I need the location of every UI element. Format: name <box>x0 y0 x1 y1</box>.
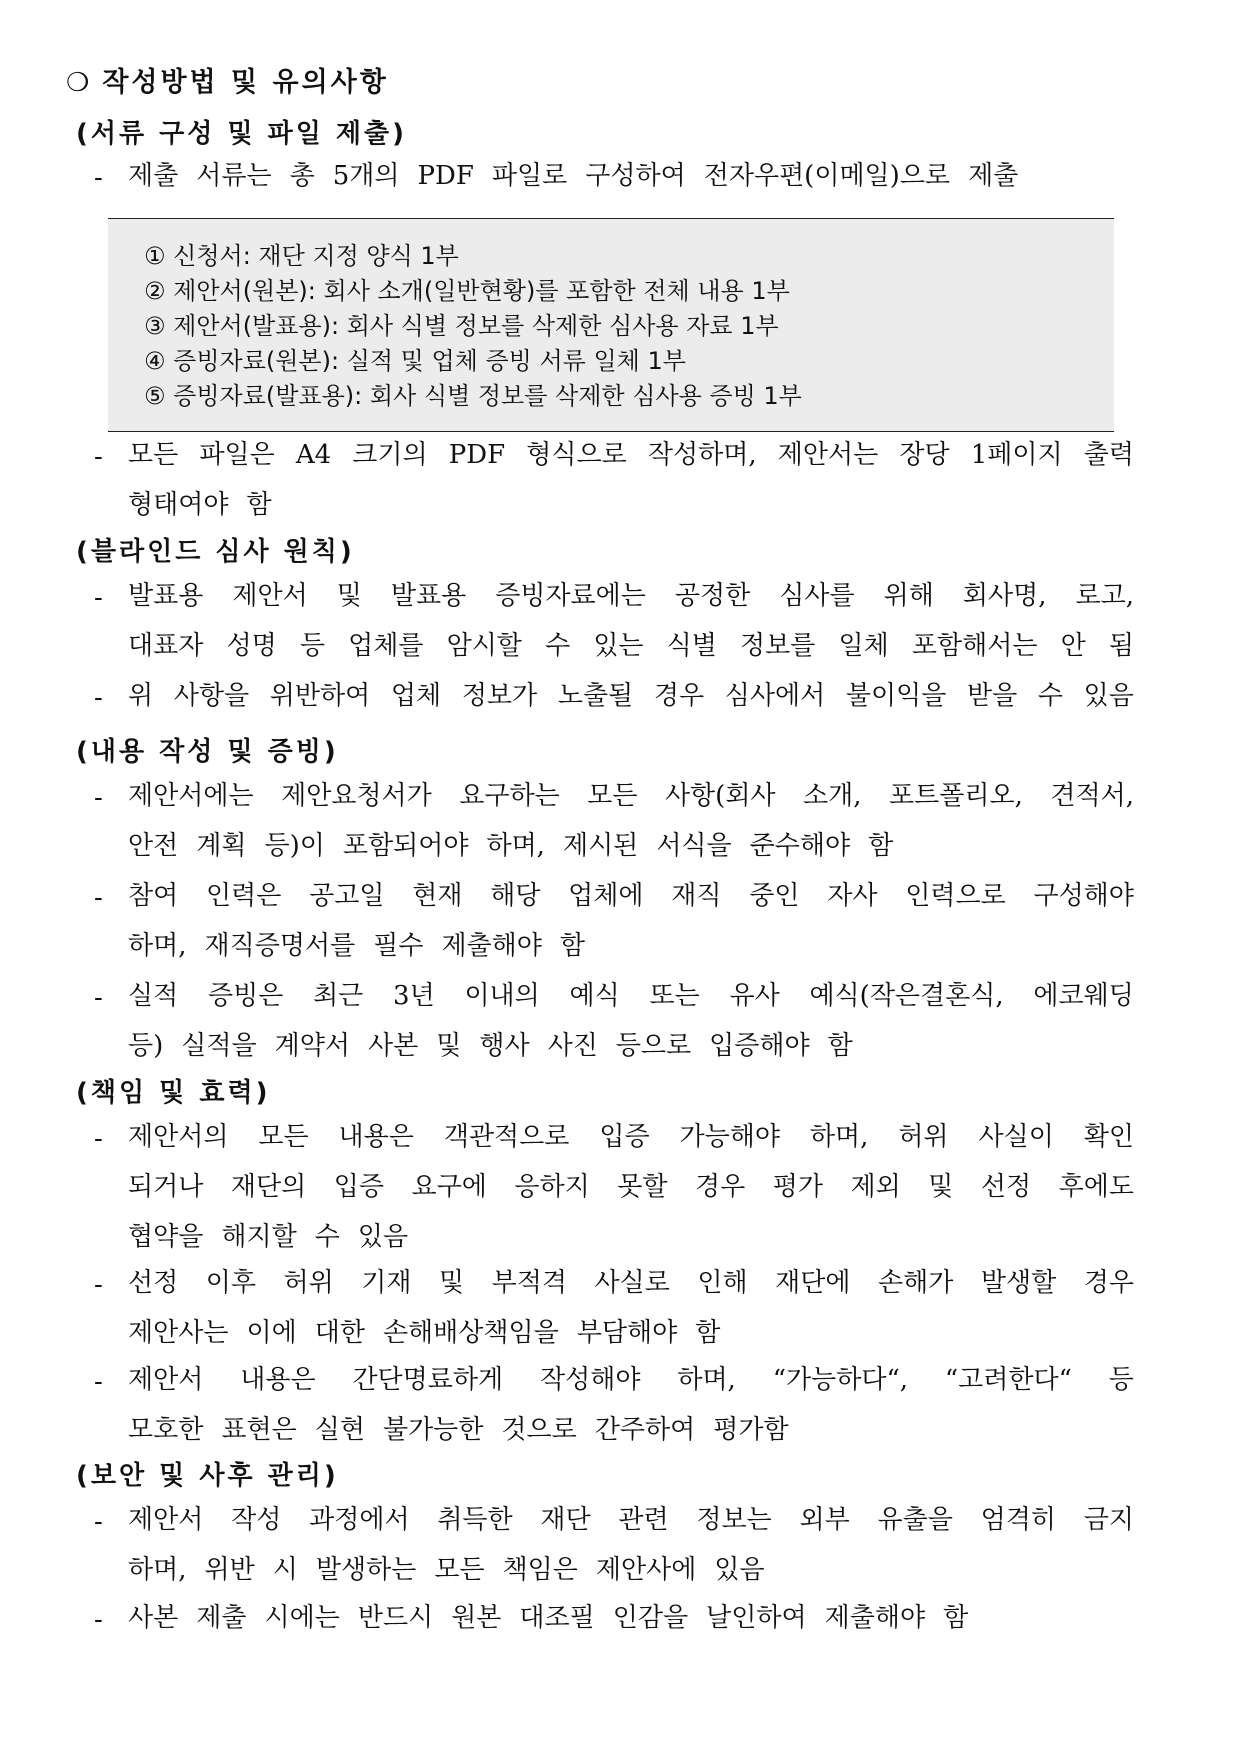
word: 정보가 <box>461 681 538 711</box>
word: 발생하는 <box>315 1555 417 1585</box>
word: 제안서의 <box>128 1122 229 1152</box>
word: 제안서 <box>232 581 308 611</box>
word: 손해가 <box>878 1268 954 1298</box>
word: 함 <box>868 831 894 861</box>
word: 행사 <box>479 1031 530 1061</box>
word: 함 <box>943 1603 969 1633</box>
word: 응하지 <box>514 1172 590 1202</box>
word: 사실로 <box>594 1268 670 1298</box>
word: 및 <box>928 1172 954 1202</box>
word: 손해배상책임을 <box>382 1318 559 1348</box>
item-line <box>128 1361 1134 1399</box>
word: 공고일 <box>309 881 385 911</box>
word: 출력 <box>1083 440 1134 470</box>
word: 작성 <box>231 1505 282 1535</box>
word: 됨 <box>1108 631 1134 661</box>
word: “가능하다“, <box>772 1365 909 1395</box>
word: 평가함 <box>713 1415 789 1445</box>
word: 대표자 <box>128 631 204 661</box>
word: 작성하며, <box>647 440 757 470</box>
word: 내용은 <box>338 1122 414 1152</box>
word: 제출 <box>196 1603 247 1633</box>
word: 선정 <box>980 1172 1032 1202</box>
word: 제안서 <box>128 1365 204 1395</box>
word: 수 <box>545 631 571 661</box>
item-line <box>128 1411 1134 1449</box>
word: 제안요청서가 <box>281 781 432 811</box>
word: 협약을 <box>128 1222 204 1252</box>
dash-bullet: - <box>94 163 103 193</box>
word: 예식 <box>569 981 620 1011</box>
word: 증빙은 <box>207 981 284 1011</box>
word: 날인하여 <box>706 1603 807 1633</box>
word: 정보를 <box>740 631 816 661</box>
box-item: ③ 제안서(발표용): 회사 식별 정보를 삭제한 심사용 자료 1부 <box>144 312 779 340</box>
word: 제출 <box>128 161 179 191</box>
item-line <box>128 627 1134 665</box>
word: 대조필 <box>519 1603 595 1633</box>
word: 취득한 <box>437 1505 513 1535</box>
word: 총 <box>289 161 315 191</box>
word: 위반하여 <box>269 681 371 711</box>
word: 사항(회사 <box>664 781 776 811</box>
word: 등으로 <box>615 1031 692 1061</box>
item-line <box>128 827 1134 865</box>
word: 제안서에는 <box>128 781 254 811</box>
box-item: ⑤ 증빙자료(발표용): 회사 식별 정보를 삭제한 심사용 증빙 1부 <box>144 382 802 410</box>
word: 원본 <box>451 1603 502 1633</box>
dash-bullet: - <box>94 883 103 913</box>
item-line <box>128 1118 1134 1156</box>
section-title-liability: (책임 및 효력) <box>76 1078 271 1108</box>
word: 받을 <box>966 681 1018 711</box>
item-line <box>128 777 1134 815</box>
item-line <box>128 577 1134 615</box>
word: 식별 <box>666 631 717 661</box>
word: 입증해야 <box>709 1031 810 1061</box>
word: 발표용 <box>390 581 467 611</box>
word: 부적격 <box>491 1268 567 1298</box>
word: 5개의 <box>332 161 400 191</box>
word: 형식으로 <box>526 440 627 470</box>
box-item: ② 제안서(원본): 회사 소개(일반현황)를 포함한 전체 내용 1부 <box>144 277 790 305</box>
item-line <box>128 927 1134 965</box>
word: 위반 <box>204 1555 255 1585</box>
word: 있음 <box>1083 681 1134 711</box>
word: 표현은 <box>221 1415 297 1445</box>
word: 제외 <box>850 1172 901 1202</box>
word: 모든 <box>434 1555 485 1585</box>
word: 성명 <box>226 631 277 661</box>
word: 함 <box>559 931 586 961</box>
word: 참여 <box>128 881 179 911</box>
word: 안전 <box>128 831 179 861</box>
word: 하며, <box>128 931 187 961</box>
word: 허위 <box>283 1268 334 1298</box>
word: 로고, <box>1075 581 1134 611</box>
word: 업체 <box>390 681 442 711</box>
word: 있는 <box>593 631 644 661</box>
dash-bullet: - <box>94 783 103 813</box>
word: 장당 <box>899 440 950 470</box>
item-line <box>128 977 1134 1015</box>
dash-bullet: - <box>94 1605 103 1635</box>
dash-bullet: - <box>94 983 103 1013</box>
word: 재직증명서를 <box>204 931 356 961</box>
word: 함 <box>695 1318 721 1348</box>
word: 기재 <box>361 1268 412 1298</box>
item-line <box>128 1218 1134 1256</box>
word: 노출될 <box>557 681 634 711</box>
item-line <box>128 677 1134 715</box>
word: 간주하여 <box>594 1415 696 1445</box>
box-item: ④ 증빙자료(원본): 실적 및 업체 증빙 서류 일체 1부 <box>144 347 686 375</box>
word: 전자우편(이메일)으로 <box>703 161 951 191</box>
word: 제안사는 <box>128 1318 229 1348</box>
word: 및 <box>436 1031 462 1061</box>
word: 자사 <box>827 881 878 911</box>
word: 제시된 <box>562 831 639 861</box>
item-line <box>128 157 1134 195</box>
word: 모든 <box>128 440 179 470</box>
word: 있음 <box>357 1222 409 1252</box>
word: 발생할 <box>980 1268 1057 1298</box>
word: 파일은 <box>199 440 275 470</box>
word: 요구하는 <box>459 781 560 811</box>
word: 공정한 <box>674 581 751 611</box>
word: 불가능한 <box>382 1415 484 1445</box>
word: 포함되어야 <box>342 831 469 861</box>
word: 내용은 <box>240 1365 316 1395</box>
word: 및 <box>439 1268 465 1298</box>
word: 일체 <box>838 631 889 661</box>
circle-bullet-icon: ❍ <box>66 68 93 98</box>
word: 외부 <box>799 1505 850 1535</box>
word: 모호한 <box>128 1415 204 1445</box>
item-line <box>128 1168 1134 1206</box>
word: 에코웨딩 <box>1033 981 1134 1011</box>
document-list-box <box>108 218 1114 432</box>
word: 업체에 <box>568 881 644 911</box>
word: 하며, <box>486 831 545 861</box>
word: 되거나 <box>128 1172 204 1202</box>
word: 서류는 <box>196 161 272 191</box>
word: 제출해야 <box>441 931 542 961</box>
word: 엄격히 <box>980 1505 1056 1535</box>
word: 사실이 <box>978 1122 1054 1152</box>
word: 위 <box>128 681 154 711</box>
word: 제안서는 <box>777 440 879 470</box>
word: 확인 <box>1083 1122 1134 1152</box>
word: 객관적으로 <box>443 1122 570 1152</box>
word: 업체를 <box>348 631 424 661</box>
box-item: ① 신청서: 재단 지정 양식 1부 <box>144 242 459 270</box>
word: 불이익을 <box>845 681 947 711</box>
word: 실현 <box>314 1415 365 1445</box>
word: 하며, <box>128 1555 187 1585</box>
word: PDF <box>448 440 506 470</box>
word: 입증 <box>333 1172 384 1202</box>
word: 재단의 <box>230 1172 307 1202</box>
word: 위해 <box>883 581 934 611</box>
word: 제안사에 <box>595 1555 697 1585</box>
word: 계약서 <box>274 1031 350 1061</box>
word: 사진 <box>547 1031 598 1061</box>
word: A4 <box>295 440 332 470</box>
word: 이내의 <box>464 981 540 1011</box>
word: 등)이 <box>264 831 325 861</box>
word: 가능해야 <box>679 1122 780 1152</box>
item-line <box>128 877 1134 915</box>
word: 파일로 <box>491 161 568 191</box>
item-line <box>128 1551 1134 1589</box>
word: 암시할 <box>446 631 522 661</box>
word: 유사 <box>729 981 780 1011</box>
item-line <box>128 1599 1134 1637</box>
dash-bullet: - <box>94 583 103 613</box>
word: 최근 <box>313 981 364 1011</box>
word: 금지 <box>1083 1505 1134 1535</box>
word: 요구에 <box>411 1172 487 1202</box>
word: 수 <box>1037 681 1063 711</box>
word: 포함해서는 <box>911 631 1038 661</box>
word: 심사를 <box>779 581 855 611</box>
dash-bullet: - <box>94 683 103 713</box>
main-heading-text: 작성방법 및 유의사항 <box>102 67 389 98</box>
word: 후에도 <box>1058 1172 1134 1202</box>
word: 형태여야 <box>128 490 229 520</box>
item-line <box>128 1027 1134 1065</box>
word: 함 <box>827 1031 853 1061</box>
section-title-security: (보안 및 사후 관리) <box>76 1461 339 1491</box>
word: 책임은 <box>502 1555 578 1585</box>
word: 간단명료하게 <box>352 1365 504 1395</box>
item-line <box>128 1264 1134 1302</box>
word: 1페이지 <box>970 440 1063 470</box>
word: 재단에 <box>775 1268 851 1298</box>
word: 심사에서 <box>724 681 826 711</box>
word: 하며, <box>809 1122 869 1152</box>
word: 회사명, <box>962 581 1047 611</box>
word: 입증 <box>599 1122 650 1152</box>
word: 포트폴리오, <box>889 781 1023 811</box>
word: 구성하여 <box>585 161 686 191</box>
word: 선정 <box>128 1268 179 1298</box>
word: 제출해야 <box>824 1603 926 1633</box>
word: 실적을 <box>181 1031 257 1061</box>
word: 현재 <box>412 881 463 911</box>
word: 제안서 <box>128 1505 204 1535</box>
word: 견적서, <box>1050 781 1134 811</box>
word: 시 <box>272 1555 298 1585</box>
word: 경우 <box>695 1172 746 1202</box>
main-heading <box>66 60 389 99</box>
item-line <box>128 486 1134 524</box>
word: 소개, <box>803 781 862 811</box>
word: 등 <box>299 631 325 661</box>
word: 작성해야 <box>540 1365 641 1395</box>
dash-bullet: - <box>94 1124 103 1154</box>
word: 크기의 <box>352 440 428 470</box>
word: 실적 <box>128 981 179 1011</box>
word: 과정에서 <box>309 1505 410 1535</box>
word: PDF <box>417 161 474 191</box>
word: 관련 <box>618 1505 669 1535</box>
dash-bullet: - <box>94 442 103 472</box>
word: 모든 <box>587 781 638 811</box>
word: 인해 <box>697 1268 748 1298</box>
word: 서식을 <box>656 831 732 861</box>
word: 계획 <box>196 831 247 861</box>
word: 등 <box>1108 1365 1134 1395</box>
item-line <box>128 1314 1134 1352</box>
word: 제출 <box>968 161 1019 191</box>
section-title-blind-review: (블라인드 심사 원칙) <box>76 537 355 567</box>
word: 이에 <box>246 1318 297 1348</box>
word: 해지할 <box>221 1222 297 1252</box>
word: 반드시 <box>357 1603 434 1633</box>
word: 또는 <box>649 981 700 1011</box>
word: 사본 <box>128 1603 179 1633</box>
word: 경우 <box>1083 1268 1134 1298</box>
word: 경우 <box>653 681 705 711</box>
word: 인감을 <box>612 1603 689 1633</box>
word: 안 <box>1060 631 1086 661</box>
item-line <box>128 1501 1134 1539</box>
word: 해당 <box>490 881 541 911</box>
word: 평가 <box>772 1172 823 1202</box>
word: “고려한다“ <box>944 1365 1072 1395</box>
word: 인력으로 <box>905 881 1006 911</box>
word: 인력은 <box>205 881 282 911</box>
word: 발표용 <box>128 581 204 611</box>
word: 재단 <box>540 1505 591 1535</box>
word: 3년 <box>393 981 435 1011</box>
word: 허위 <box>898 1122 949 1152</box>
word: 준수해야 <box>749 831 851 861</box>
word: 하며, <box>677 1365 736 1395</box>
word: 증빙자료에는 <box>495 581 646 611</box>
dash-bullet: - <box>94 1367 103 1397</box>
word: 수 <box>314 1222 340 1252</box>
word: 유출을 <box>877 1505 953 1535</box>
word: 사항을 <box>173 681 250 711</box>
word: 사본 <box>367 1031 419 1061</box>
word: 필수 <box>373 931 424 961</box>
word: 중인 <box>749 881 800 911</box>
word: 시에는 <box>264 1603 340 1633</box>
word: 재직 <box>671 881 722 911</box>
word: 모든 <box>258 1122 309 1152</box>
word: 대한 <box>314 1318 365 1348</box>
word: 등) <box>128 1031 164 1061</box>
word: 부담해야 <box>576 1318 678 1348</box>
dash-bullet: - <box>94 1507 103 1537</box>
word: 것으로 <box>501 1415 577 1445</box>
word: 및 <box>336 581 362 611</box>
item-line <box>128 436 1134 474</box>
dash-bullet: - <box>94 1270 103 1300</box>
word: 못할 <box>617 1172 668 1202</box>
word: 정보는 <box>696 1505 772 1535</box>
section-title-content: (내용 작성 및 증빙) <box>76 737 339 767</box>
word: 이후 <box>205 1268 256 1298</box>
word: 함 <box>246 490 272 520</box>
word: 있음 <box>714 1555 765 1585</box>
word: 예식(작은결혼식, <box>809 981 1004 1011</box>
section-title-submission: (서류 구성 및 파일 제출) <box>76 119 408 149</box>
word: 구성해야 <box>1033 881 1134 911</box>
